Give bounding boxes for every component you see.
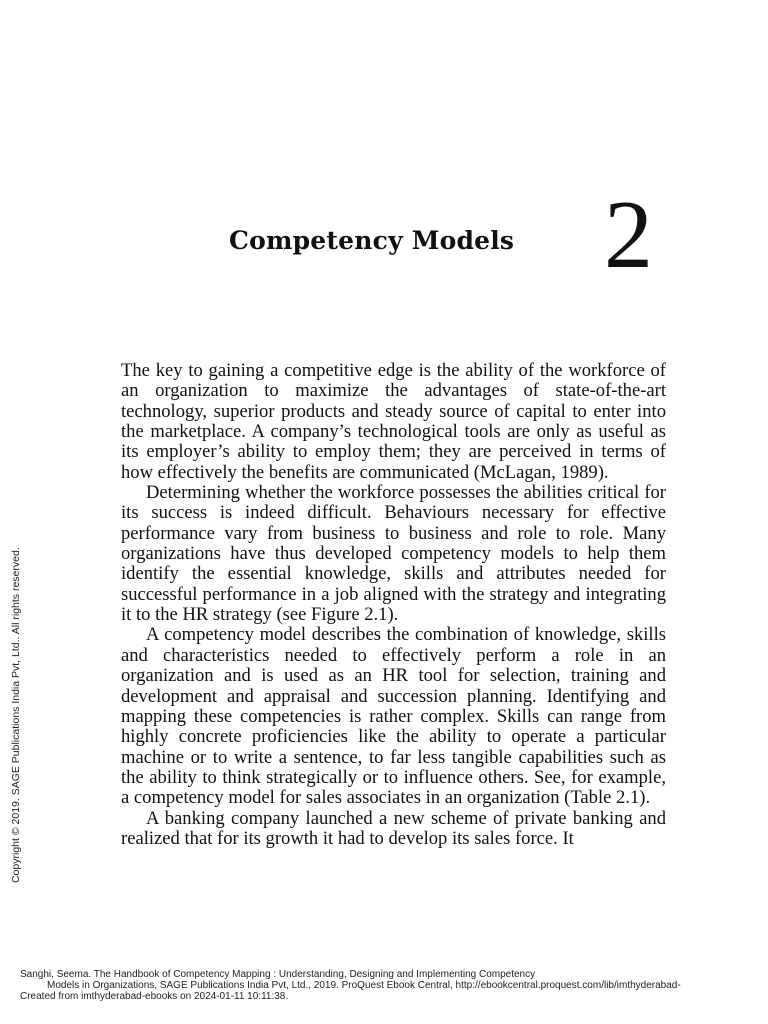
footer-citation-line-2: Models in Organizations, SAGE Publications India Pvt, Ltd., 2019. ProQuest Ebook Central, http://ebookcentral.proquest.com/lib/imthyderabad- xyxy=(47,980,681,991)
paragraph-2: Determining whether the workforce possesses the abilities critical for its success is indeed difficult. Behaviours necessary for effective performance vary from business to business and role to role. Many organizations have thus developed competency models to help them identify the essential knowledge, skills and attributes needed for successful performance in a job aligned with the strategy and integrating it to the HR strategy (see Figure 2.1). xyxy=(121,482,666,626)
body-text xyxy=(121,361,666,849)
paragraph-1: The key to gaining a competitive edge is the ability of the workforce of an organization to maximize the advantages of state-of-the-art technology, superior products and steady source of capital to enter into the marketplace. A company’s technological tools are only as useful as its employer’s ability to employ them; they are perceived in terms of how effectively the benefits are communicated (McLagan, 1989). xyxy=(121,360,666,483)
citation-footer xyxy=(0,969,768,1002)
paragraph-4: A banking company launched a new scheme of private banking and realized that for its growth it had to develop its sales force. It xyxy=(121,807,666,849)
side-copyright-notice: Copyright © 2019. SAGE Publications India Pvt, Ltd.. All rights reserved. xyxy=(10,547,22,883)
footer-citation-line-1: Sanghi, Seema. The Handbook of Competency Mapping : Understanding, Designing and Implementing Competency xyxy=(20,969,536,980)
paragraph-3: A competency model describes the combination of knowledge, skills and characteristics needed to effectively perform a role in an organization and is used as an HR tool for selection, training and development and appraisal and succession planning. Identifying and mapping these competencies is rather complex. Skills can range from highly concrete proficiencies like the ability to operate a particular machine or to write a sentence, to far less tangible capabilities such as the ability to think strategically or to influence others. See, for example, a competency model for sales associates in an organization (Table 2.1). xyxy=(121,624,666,809)
chapter-title: Competency Models xyxy=(229,226,515,255)
footer-created-line: Created from imthyderabad-ebooks on 2024-01-11 10:11:38. xyxy=(20,991,289,1002)
chapter-number: 2 xyxy=(604,181,653,289)
